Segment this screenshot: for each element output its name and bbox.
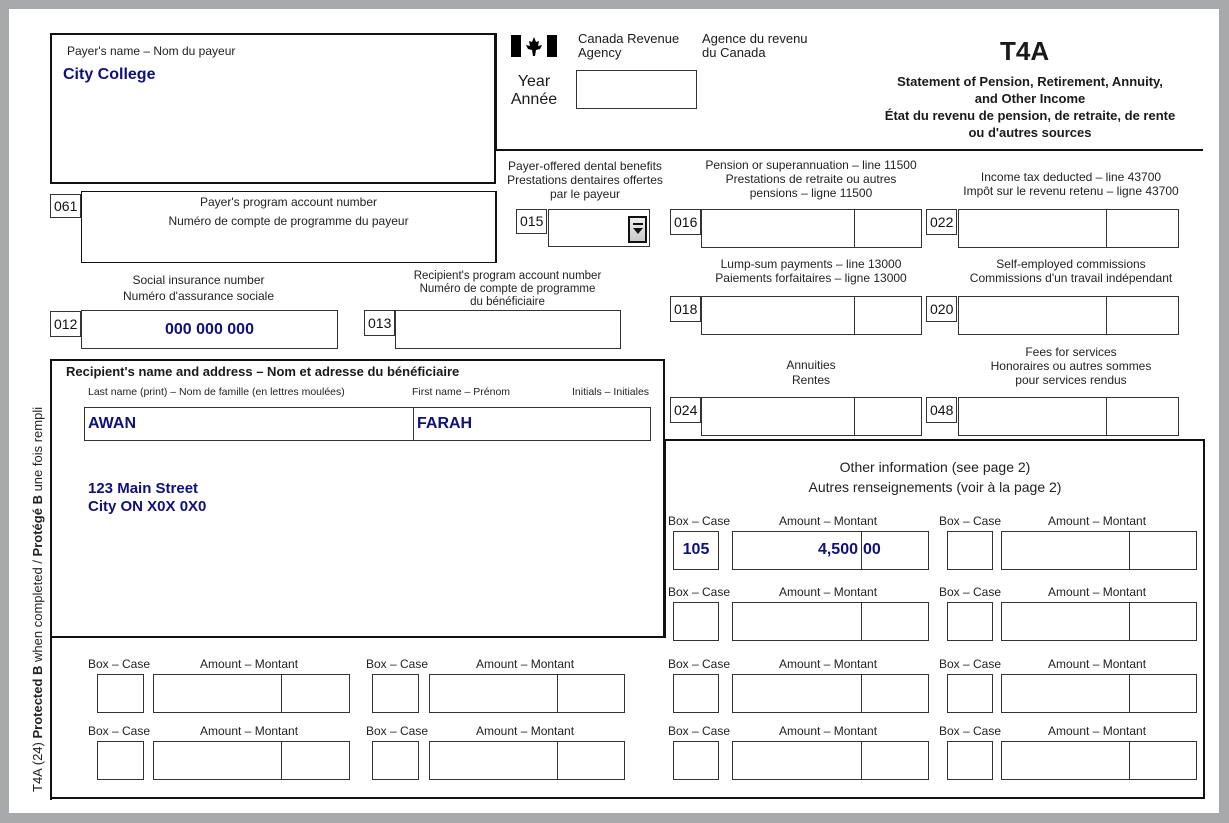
payer-program-account-label-en: Payer's program account number — [199, 195, 378, 209]
agency-fr-line1: Agence du revenu — [702, 31, 808, 46]
other-info-amount-1-dollars: 4,500 — [817, 541, 858, 558]
dental-benefits-select[interactable] — [548, 209, 650, 247]
box-018-label-line2: Paiements forfaitaires – ligne 13000 — [715, 271, 907, 285]
dental-label — [500, 159, 670, 201]
box-case-label: Box – Case — [939, 724, 1002, 738]
agency-en-line1: Canada Revenue — [578, 31, 680, 46]
other-info-amount-8[interactable] — [1001, 674, 1197, 713]
year-input[interactable] — [576, 70, 697, 109]
name-divider — [413, 407, 414, 441]
payer-program-account-box[interactable] — [81, 191, 497, 263]
year-label-fr: Année — [510, 91, 558, 108]
dropdown-arrow-icon[interactable] — [628, 216, 647, 243]
cents-divider — [1129, 531, 1130, 570]
other-info-box-8[interactable] — [947, 674, 993, 713]
recipient-address[interactable] — [88, 480, 206, 516]
other-info-amount-1[interactable] — [732, 531, 929, 570]
initials-label: Initials – Initiales — [572, 386, 650, 398]
cents-divider — [861, 674, 862, 713]
box-016-label — [670, 158, 952, 200]
box-code-020: 020 — [926, 296, 957, 322]
box-018-amount[interactable] — [701, 296, 922, 335]
notice-middle: when completed / — [30, 556, 45, 666]
amount-label: Amount – Montant — [1048, 514, 1147, 528]
box-code-018: 018 — [670, 296, 701, 322]
box-code-016: 016 — [670, 209, 701, 235]
recipient-section-title: Recipient's name and address – Nom et adresse du bénéficiaire — [66, 364, 460, 379]
other-info-amount-12[interactable] — [1001, 741, 1197, 780]
cents-divider — [861, 741, 862, 780]
bottom-frame-bottom — [50, 797, 1205, 799]
sin-label — [81, 273, 316, 303]
title-fr-line1: État du revenu de pension, de retraite, de rente — [884, 108, 1176, 123]
other-info-amount-3[interactable] — [732, 602, 929, 641]
other-info-box-1-value: 105 — [682, 541, 710, 558]
box-code-024: 024 — [670, 397, 701, 423]
box-022-label-line2: Impôt sur le revenu retenu – ligne 43700 — [963, 184, 1179, 198]
box-048-cents-divider — [1106, 397, 1107, 436]
form-title — [860, 73, 1200, 141]
other-info-amount-1-cents-divider — [861, 531, 862, 570]
amount-label: Amount – Montant — [779, 514, 878, 528]
sin-field[interactable] — [81, 310, 338, 349]
recipient-program-account-field[interactable] — [395, 310, 621, 349]
other-info-amount-9[interactable] — [153, 741, 350, 780]
address-line2: City ON X0X 0X0 — [88, 498, 207, 515]
box-048-label-line1: Fees for services — [1025, 345, 1117, 359]
box-code-048: 048 — [926, 397, 957, 423]
box-018-cents-divider — [854, 296, 855, 335]
box-016-label-line1: Pension or superannuation – line 11500 — [705, 158, 917, 172]
name-row — [84, 407, 651, 441]
address-line1: 123 Main Street — [88, 480, 199, 497]
initials-value[interactable] — [605, 415, 645, 433]
payer-name-value[interactable]: City College — [63, 66, 156, 83]
other-info-box-5[interactable] — [97, 674, 144, 713]
box-case-label: Box – Case — [366, 657, 429, 671]
other-info-box-4[interactable] — [947, 602, 993, 641]
other-info-amount-10[interactable] — [429, 741, 625, 780]
other-info-amount-4[interactable] — [1001, 602, 1197, 641]
canada-flag-logo — [511, 35, 557, 57]
cents-divider — [557, 741, 558, 780]
box-024-amount[interactable] — [701, 397, 922, 436]
year-label-en: Year — [517, 73, 551, 90]
other-info-box-7[interactable] — [673, 674, 719, 713]
amount-label: Amount – Montant — [779, 724, 878, 738]
box-case-label: Box – Case — [939, 657, 1002, 671]
header-divider-vertical — [495, 33, 497, 151]
recipient-section — [50, 359, 665, 638]
box-code-015: 015 — [516, 209, 547, 234]
dental-label-line1: Payer-offered dental benefits — [508, 159, 662, 173]
other-info-title-en: Other information (see page 2) — [839, 459, 1031, 475]
amount-label: Amount – Montant — [200, 724, 299, 738]
year-field[interactable] — [577, 71, 696, 108]
box-016-label-line2: Prestations de retraite ou autres — [725, 172, 897, 186]
first-name-label: First name – Prénom — [412, 386, 511, 398]
other-info-box-9[interactable] — [97, 741, 144, 780]
other-info-box-6[interactable] — [372, 674, 419, 713]
agency-fr-line2: du Canada — [702, 45, 766, 60]
other-info-title — [665, 457, 1205, 497]
box-018-label — [670, 257, 952, 285]
box-case-label: Box – Case — [88, 657, 151, 671]
other-info-amount-7[interactable] — [732, 674, 929, 713]
amount-label: Amount – Montant — [779, 657, 878, 671]
box-case-label: Box – Case — [939, 514, 1002, 528]
box-case-label: Box – Case — [939, 585, 1002, 599]
box-020-label — [940, 257, 1202, 285]
box-048-label-line2: Honoraires ou autres sommes — [990, 359, 1152, 373]
dental-label-line2: Prestations dentaires offertes — [507, 173, 663, 187]
box-018-label-line1: Lump-sum payments – line 13000 — [720, 257, 902, 271]
box-020-label-line2: Commissions d'un travail indépendant — [969, 271, 1173, 285]
sin-label-en: Social insurance number — [132, 273, 265, 287]
form-version: T4A (24) — [30, 738, 45, 792]
bottom-frame-left — [50, 636, 52, 800]
last-name-value[interactable]: AWAN — [88, 415, 136, 432]
rpa-label-line1: Recipient's program account number — [413, 270, 602, 282]
flag-icon — [511, 35, 557, 57]
box-case-label: Box – Case — [668, 514, 731, 528]
other-info-amount-5[interactable] — [153, 674, 350, 713]
box-024-label — [670, 358, 952, 387]
year-label — [508, 73, 560, 109]
box-code-012: 012 — [50, 311, 81, 337]
sin-value: 000 000 000 — [165, 321, 254, 338]
amount-label: Amount – Montant — [476, 724, 575, 738]
recipient-program-account-label — [395, 270, 620, 309]
box-code-022: 022 — [926, 209, 957, 235]
box-case-label: Box – Case — [366, 724, 429, 738]
box-code-013: 013 — [364, 310, 395, 336]
cents-divider — [281, 674, 282, 713]
amount-label: Amount – Montant — [1048, 657, 1147, 671]
other-info-amount-6[interactable] — [429, 674, 625, 713]
other-info-title-fr: Autres renseignements (voir à la page 2) — [808, 479, 1062, 495]
title-en-line2: and Other Income — [974, 91, 1086, 106]
payer-name-label: Payer's name – Nom du payeur — [67, 44, 236, 58]
box-024-label-line1: Annuities — [786, 358, 836, 372]
first-name-value[interactable]: FARAH — [417, 415, 473, 432]
box-020-label-line1: Self-employed commissions — [996, 257, 1146, 271]
amount-label: Amount – Montant — [476, 657, 575, 671]
notice-suffix: une fois rempli — [30, 406, 45, 496]
agency-name-fr — [702, 32, 808, 60]
protected-fr: Protégé B — [30, 495, 45, 557]
box-016-amount[interactable] — [701, 209, 922, 248]
agency-en-line2: Agency — [578, 45, 622, 60]
other-info-amount-1-cents: 00 — [863, 541, 881, 558]
box-022-label-line1: Income tax deducted – line 43700 — [980, 170, 1162, 184]
box-case-label: Box – Case — [668, 657, 731, 671]
amount-label: Amount – Montant — [1048, 724, 1147, 738]
amount-label: Amount – Montant — [779, 585, 878, 599]
other-info-box-1[interactable] — [673, 531, 719, 570]
title-en-line1: Statement of Pension, Retirement, Annuity, — [897, 74, 1163, 89]
amount-label: Amount – Montant — [1048, 585, 1147, 599]
other-info-frame-top — [665, 439, 1205, 441]
cents-divider — [1129, 602, 1130, 641]
sin-label-fr: Numéro d'assurance sociale — [122, 289, 275, 303]
box-048-amount[interactable] — [958, 397, 1179, 436]
cents-divider — [281, 741, 282, 780]
protected-b-notice — [30, 407, 45, 792]
cents-divider — [861, 602, 862, 641]
box-020-amount[interactable] — [958, 296, 1179, 335]
payer-name-box — [50, 33, 496, 184]
other-info-box-2[interactable] — [947, 531, 993, 570]
box-022-amount[interactable] — [958, 209, 1179, 248]
box-020-cents-divider — [1106, 296, 1107, 335]
box-048-label — [940, 345, 1202, 387]
payer-program-account-label-fr: Numéro de compte de programme du payeur — [168, 214, 409, 228]
cents-divider — [1129, 674, 1130, 713]
other-info-box-10[interactable] — [372, 741, 419, 780]
box-code-061: 061 — [50, 194, 81, 218]
rpa-label-line3: du bénéficiaire — [470, 296, 545, 308]
other-info-box-11[interactable] — [673, 741, 719, 780]
other-info-box-3[interactable] — [673, 602, 719, 641]
dental-label-line3: par le payeur — [549, 187, 621, 201]
protected-en: Protected B — [30, 665, 45, 739]
rpa-label-line2: Numéro de compte de programme — [419, 283, 596, 295]
other-info-amount-2[interactable] — [1001, 531, 1197, 570]
box-022-label — [940, 170, 1202, 198]
box-022-cents-divider — [1106, 209, 1107, 248]
last-name-label: Last name (print) – Nom de famille (en lettres moulées) — [88, 386, 345, 398]
box-016-cents-divider — [854, 209, 855, 248]
title-fr-line2: ou d'autres sources — [968, 125, 1092, 140]
other-info-box-12[interactable] — [947, 741, 993, 780]
form-code: T4A — [1000, 36, 1050, 66]
box-024-cents-divider — [854, 397, 855, 436]
cents-divider — [1129, 741, 1130, 780]
box-024-label-line2: Rentes — [791, 373, 831, 387]
agency-name-en — [578, 32, 679, 60]
other-info-amount-11[interactable] — [732, 741, 929, 780]
cents-divider — [557, 674, 558, 713]
header-divider-horizontal — [495, 149, 1203, 151]
box-case-label: Box – Case — [88, 724, 151, 738]
amount-label: Amount – Montant — [200, 657, 299, 671]
box-case-label: Box – Case — [668, 724, 731, 738]
box-048-label-line3: pour services rendus — [1015, 373, 1127, 387]
box-case-label: Box – Case — [668, 585, 731, 599]
box-016-label-line3: pensions – ligne 11500 — [749, 186, 873, 200]
